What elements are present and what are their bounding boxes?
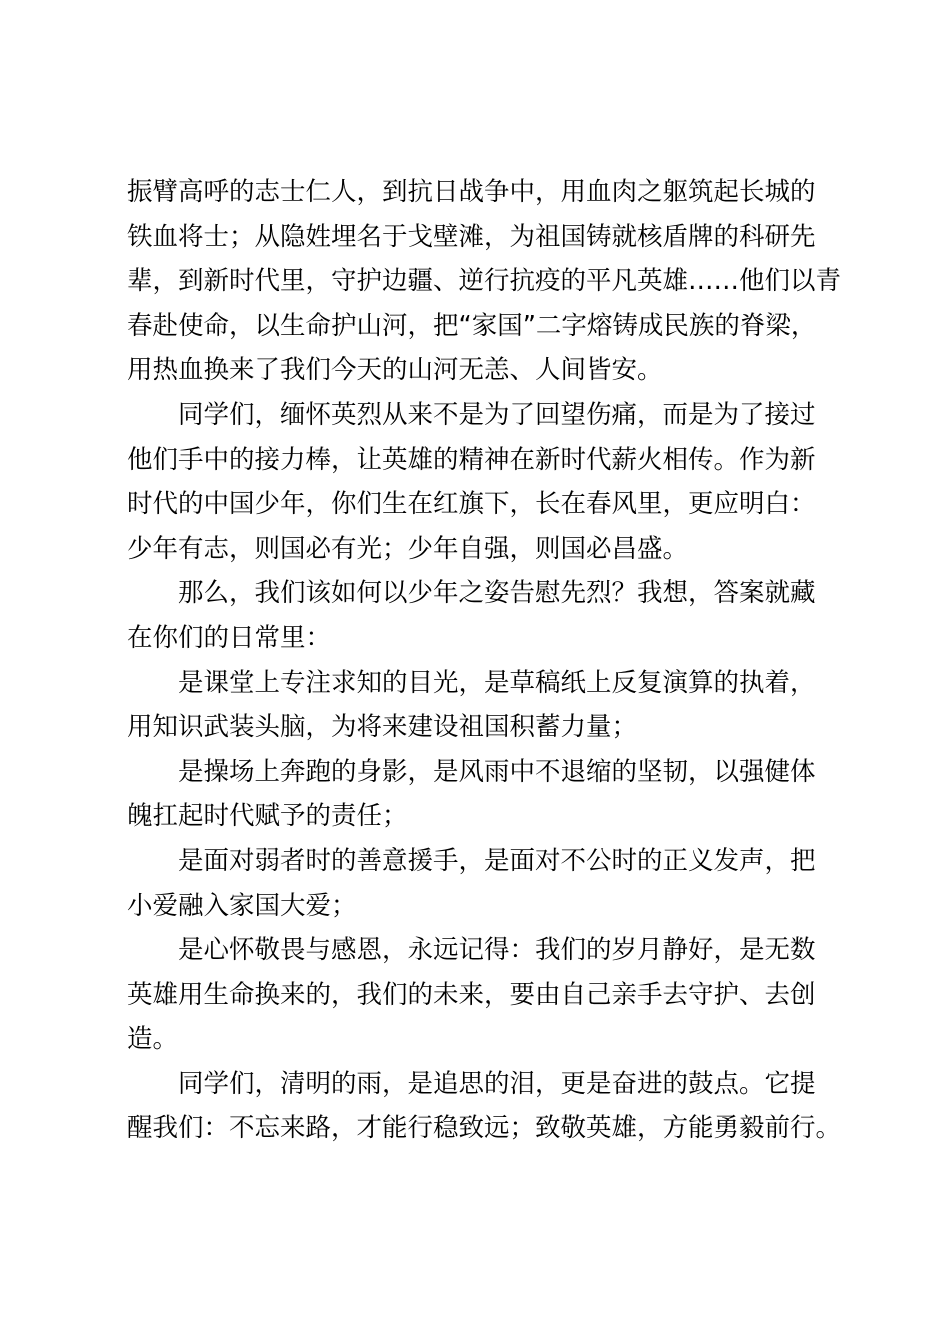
text-line: 造。 xyxy=(127,1024,179,1055)
text-line: 在你们的日常里： xyxy=(127,622,332,653)
text-line: 用知识武装头脑，为将来建设祖国积蓄力量； xyxy=(127,712,638,743)
text-line: 是操场上奔跑的身影，是风雨中不退缩的坚韧，以强健体 xyxy=(178,756,816,787)
paragraph-1 xyxy=(127,170,842,393)
text-line: 振臂高呼的志士仁人，到抗日战争中，用血肉之躯筑起长城的 xyxy=(127,177,816,207)
paragraph-3 xyxy=(127,571,839,660)
text-line: 是课堂上专注求知的目光，是草稿纸上反复演算的执着， xyxy=(178,667,816,698)
text-line: 少年有志，则国必有光；少年自强，则国必昌盛。 xyxy=(127,533,689,564)
text-line: 小爱融入家国大爱； xyxy=(127,890,357,921)
text-line: 是心怀敬畏与感恩，永远记得：我们的岁月静好，是无数 xyxy=(178,935,816,966)
text-line: 同学们，缅怀英烈从来不是为了回望伤痛，而是为了接过 xyxy=(178,399,816,430)
paragraph-4 xyxy=(127,661,839,750)
text-line: 魄扛起时代赋予的责任； xyxy=(127,801,408,832)
text-line: 是面对弱者时的善意援手，是面对不公时的正义发声，把 xyxy=(178,845,816,876)
text-line: 辈，到新时代里，守护边疆、逆行抗疫的平凡英雄……他们以青 xyxy=(127,266,842,297)
paragraph-7 xyxy=(127,928,839,1062)
text-line: 他们手中的接力棒，让英雄的精神在新时代薪火相传。作为新 xyxy=(127,444,816,475)
text-line: 铁血将士；从隐姓埋名于戈壁滩，为祖国铸就核盾牌的科研先 xyxy=(127,221,816,252)
text-line: 醒我们：不忘来路，才能行稳致远；致敬英雄，方能勇毅前行。 xyxy=(127,1113,842,1144)
paragraph-6 xyxy=(127,839,839,928)
paragraph-5 xyxy=(127,750,839,839)
text-line: 春赴使命，以生命护山河，把“家国”二字熔铸成民族的脊梁， xyxy=(127,310,817,341)
text-line: 用热血换来了我们今天的山河无恙、人间皆安。 xyxy=(127,355,663,386)
text-line: 同学们，清明的雨，是追思的泪，更是奋进的鼓点。它提 xyxy=(178,1068,816,1099)
document-body xyxy=(127,170,842,1151)
paragraph-2 xyxy=(127,393,839,571)
text-line: 英雄用生命换来的，我们的未来，要由自己亲手去守护、去创 xyxy=(127,979,816,1010)
text-line: 那么，我们该如何以少年之姿告慰先烈？我想，答案就藏 xyxy=(178,578,816,609)
text-line: 时代的中国少年，你们生在红旗下，长在春风里，更应明白： xyxy=(127,489,816,520)
paragraph-8 xyxy=(127,1062,842,1151)
